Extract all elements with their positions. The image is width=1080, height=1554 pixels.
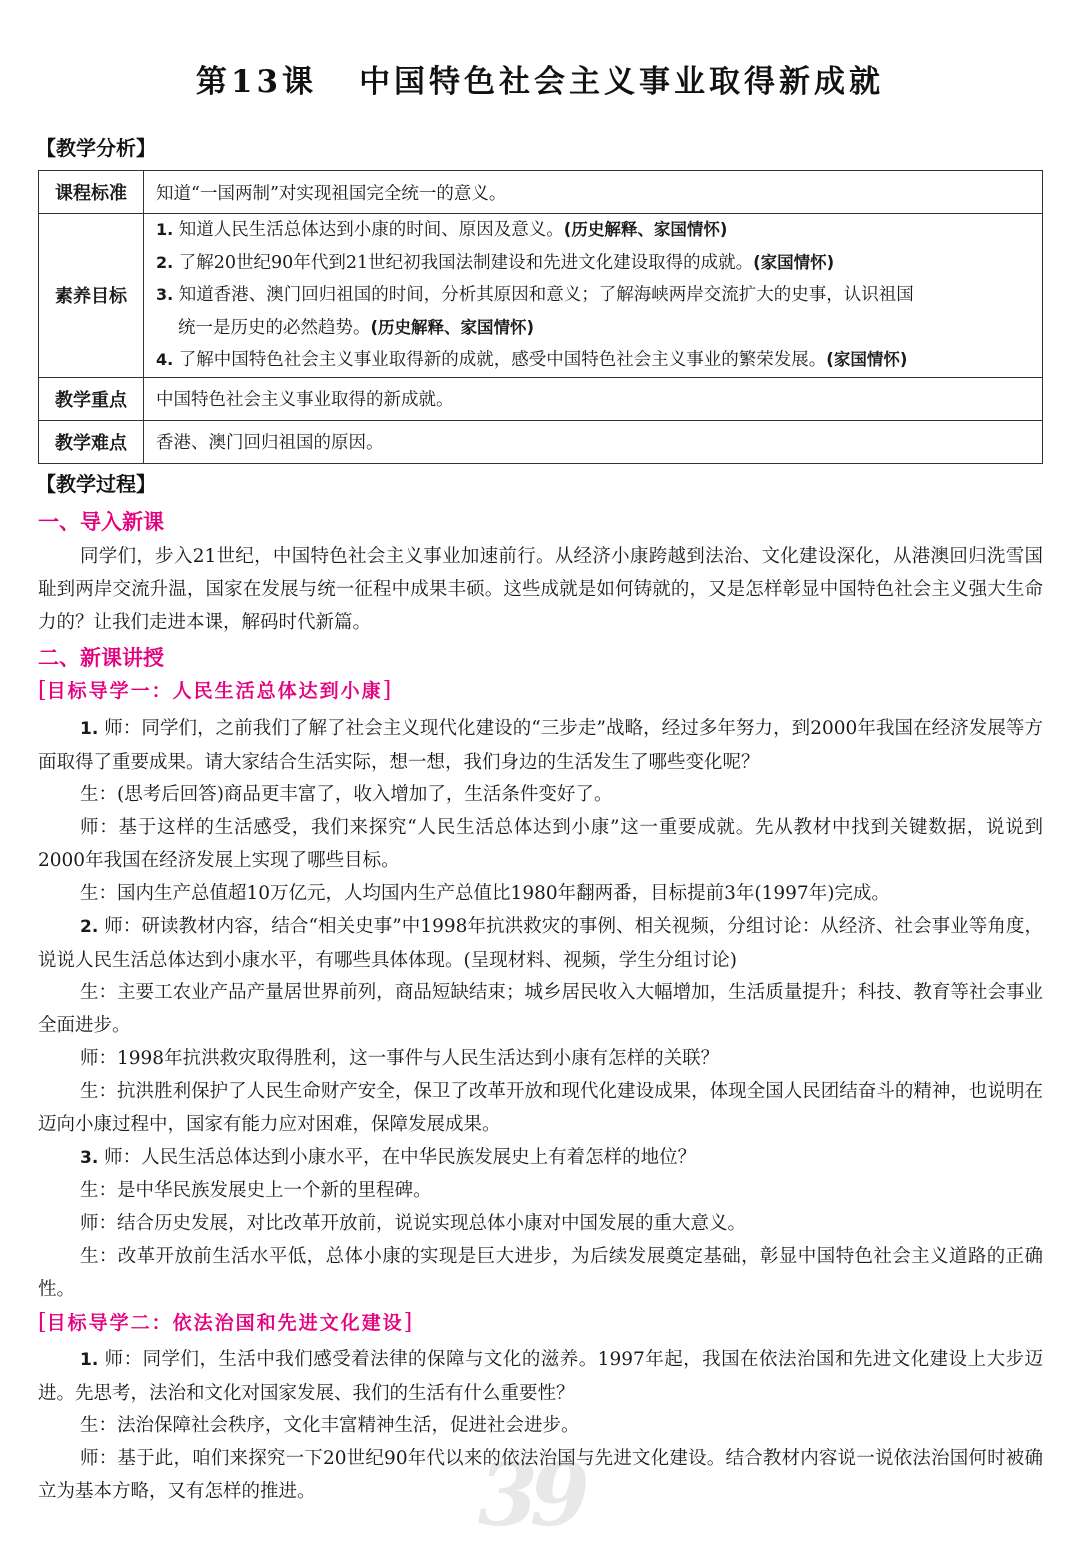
goal-item: 3. 知道香港、澳门回归祖国的时间，分析其原因和意义；了解海峡两岸交流扩大的史事，认识祖国 <box>156 285 914 305</box>
goal-tag: (家国情怀) <box>753 252 835 272</box>
goals-list <box>144 214 1043 378</box>
goal1-heading: [目标导学一：人民生活总体达到小康] <box>38 678 392 703</box>
goal-tag: (历史解释、家国情怀) <box>370 317 535 337</box>
analysis-heading: 【教学分析】 <box>36 136 156 160</box>
analysis-table <box>38 170 1043 464</box>
row-standard <box>39 171 1043 214</box>
lesson-title <box>0 56 1080 101</box>
paragraph: 生：法治保障社会秩序，文化丰富精神生活，促进社会进步。 <box>80 1415 580 1436</box>
paragraph: 生：主要工农业产品产量居世界前列，商品短缺结束；城乡居民收入大幅增加，生活质量提升；科技、教育等社会事业全面进步。 <box>38 982 1043 1036</box>
label-difficulty: 教学难点 <box>39 420 144 463</box>
paragraph: 3. 师：人民生活总体达到小康水平，在中华民族发展史上有着怎样的地位？ <box>80 1147 697 1168</box>
label-standard: 课程标准 <box>39 171 144 214</box>
row-goals <box>39 214 1043 378</box>
goal-item: 4. 了解中国特色社会主义事业取得新的成就，感受中国特色社会主义事业的繁荣发展。(家国情怀) <box>156 350 908 370</box>
label-key: 教学重点 <box>39 377 144 420</box>
goal-tag: (历史解释、家国情怀) <box>563 220 728 239</box>
row-difficulty <box>39 420 1043 463</box>
paragraph: 师：1998年抗洪救灾取得胜利，这一事件与人民生活达到小康有怎样的关联？ <box>80 1048 720 1069</box>
paragraph: 生：国内生产总值超10万亿元，人均国内生产总值比1980年翻两番，目标提前3年(1997年)完成。 <box>80 883 890 904</box>
paragraph: 生：是中华民族发展史上一个新的里程碑。 <box>80 1180 432 1201</box>
goal-tag: (家国情怀) <box>826 350 908 369</box>
paragraph: 生：(思考后回答)商品更丰富了，收入增加了，生活条件变好了。 <box>80 784 613 805</box>
paragraph: 师：基于这样的生活感受，我们来探究“人民生活总体达到小康”这一重要成就。先从教材中找到关键数据，说说到2000年我国在经济发展上实现了哪些目标。 <box>38 817 1043 871</box>
paragraph: 生：改革开放前生活水平低，总体小康的实现是巨大进步，为后续发展奠定基础，彰显中国特色社会主义道路的正确性。 <box>38 1246 1043 1300</box>
process-heading: 【教学过程】 <box>36 472 156 496</box>
intro-paragraph: 同学们，步入21世纪，中国特色社会主义事业加速前行。从经济小康跨越到法治、文化建设深化，从港澳回归洗雪国耻到两岸交流升温，国家在发展与统一征程中成果丰硕。这些成就是如何铸就的，又是怎样彰显中国特色社会主义强大生命力的？让我们走进本课，解码时代新篇。 <box>38 546 1043 633</box>
lesson-name: 中国特色社会主义事业取得新成就 <box>359 64 885 100</box>
paragraph: 生：抗洪胜利保护了人民生命财产安全，保卫了改革开放和现代化建设成果，体现全国人民团结奋斗的精神，也说明在迈向小康过程中，国家有能力应对困难，保障发展成果。 <box>38 1081 1043 1135</box>
text-key: 中国特色社会主义事业取得的新成就。 <box>144 377 1043 420</box>
goal-item: 2. 了解20世纪90年代到21世纪初我国法制建设和先进文化建设取得的成就。(家国情怀) <box>156 252 835 273</box>
goal-item: 1. 知道人民生活总体达到小康的时间、原因及意义。(历史解释、家国情怀) <box>156 220 728 240</box>
row-key <box>39 377 1043 420</box>
goal-item-continued: 统一是历史的必然趋势。(历史解释、家国情怀) <box>178 317 535 338</box>
lesson-number: 第13课 <box>195 64 318 100</box>
new-lesson-heading: 二、新课讲授 <box>38 646 164 670</box>
paragraph: 师：基于此，咱们来探究一下20世纪90年代以来的依法治国与先进文化建设。结合教材内容说一说依法治国何时被确立为基本方略，又有怎样的推进。 <box>38 1448 1043 1502</box>
paragraph: 1. 师：同学们，生活中我们感受着法律的保障与文化的滋养。1997年起，我国在依法治国和先进文化建设上大步迈进。先思考，法治和文化对国家发展、我们的生活有什么重要性？ <box>38 1349 1043 1404</box>
paragraph: 1. 师：同学们，之前我们了解了社会主义现代化建设的“三步走”战略，经过多年努力，到2000年我国在经济发展等方面取得了重要成果。请大家结合生活实际，想一想，我们身边的生活发生了哪些变化呢？ <box>38 718 1043 773</box>
paragraph: 师：结合历史发展，对比改革开放前，说说实现总体小康对中国发展的重大意义。 <box>80 1213 747 1234</box>
text-difficulty: 香港、澳门回归祖国的原因。 <box>144 420 1043 463</box>
text-standard: 知道“一国两制”对实现祖国完全统一的意义。 <box>144 171 1043 214</box>
page-number: 39 <box>478 1445 582 1546</box>
label-goals: 素养目标 <box>39 214 144 378</box>
goal2-heading: [目标导学二：依法治国和先进文化建设] <box>38 1310 413 1335</box>
paragraph: 2. 师：研读教材内容，结合“相关史事”中1998年抗洪救灾的事例、相关视频，分组讨论：从经济、社会事业等角度，说说人民生活总体达到小康水平，有哪些具体体现。(呈现材料、视频，学生分组讨论) <box>38 916 1043 971</box>
intro-heading: 一、导入新课 <box>38 510 164 534</box>
